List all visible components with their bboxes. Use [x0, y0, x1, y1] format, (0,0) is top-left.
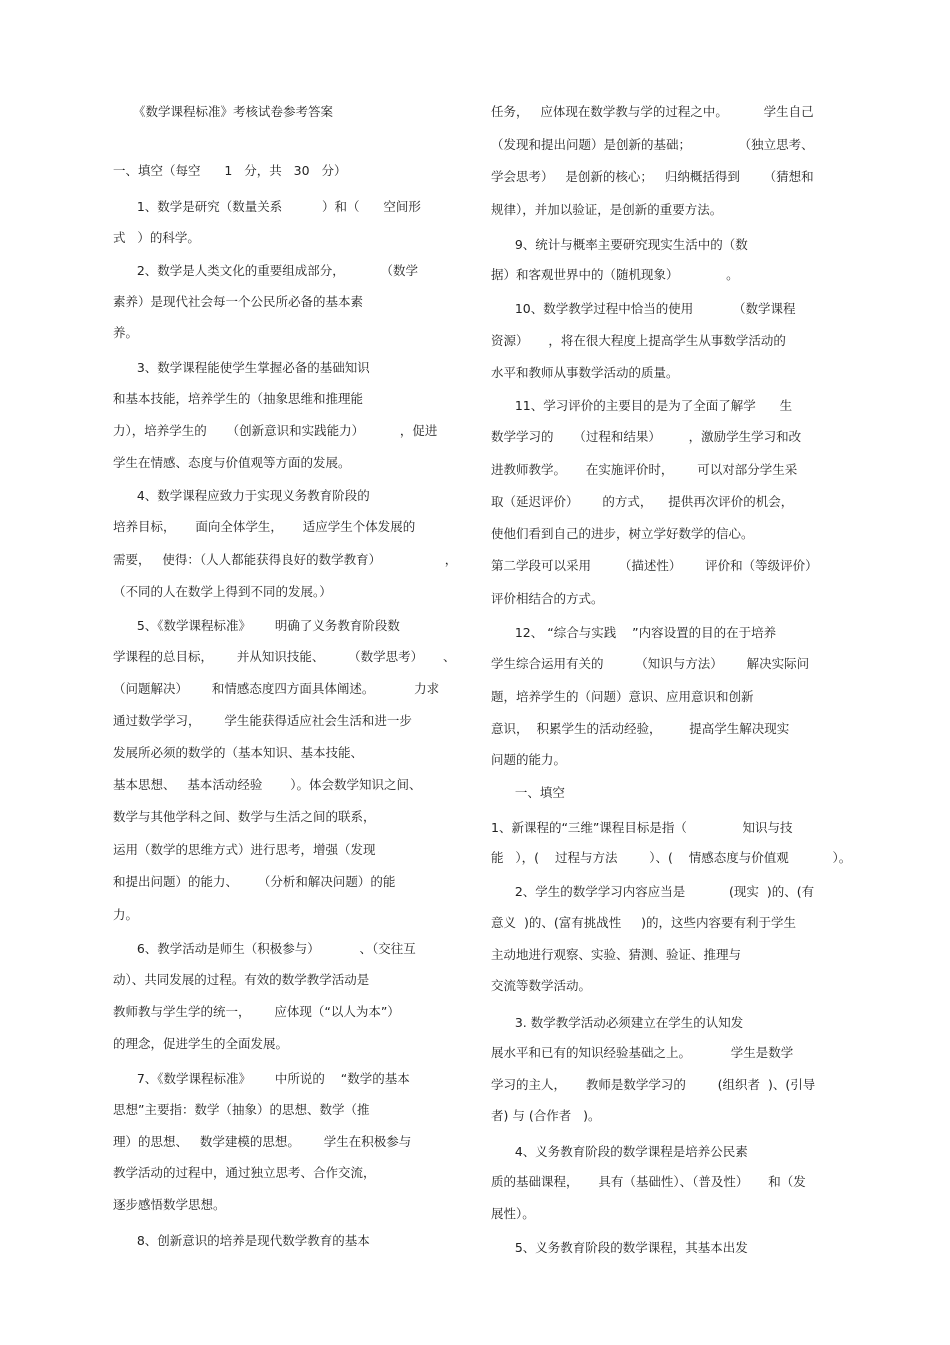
text-line: 教学活动的过程中，通过独立思考、合作交流， [113, 1165, 376, 1180]
text-line: 的理念，促进学生的全面发展。 [113, 1036, 289, 1051]
text-line: 进教师教学。 在实施评价时， 可以对部分学生采 [491, 462, 798, 477]
text-line: 1、数学是研究（数量关系 ）和（ 空间形 [113, 199, 421, 214]
text-line: 数学与其他学科之间、数学与生活之间的联系， [113, 809, 376, 824]
text-line: 任务， 应体现在数学教与学的过程之中。 学生自己 [491, 104, 814, 119]
text-line: 10、数学教学过程中恰当的使用 （数学课程 [491, 301, 796, 316]
text-line: 资源） ，将在很大程度上提高学生从事数学活动的 [491, 333, 786, 348]
text-line: 意识， 积累学生的活动经验， 提高学生解决现实 [491, 721, 790, 736]
text-line: 发展所必须的数学的（基本知识、基本技能、 [113, 745, 364, 760]
text-line: 动）、共同发展的过程。有效的数学教学活动是 [113, 972, 370, 987]
text-line: 4、数学课程应致力于实现义务教育阶段的 [113, 488, 370, 503]
text-line: 素养）是现代社会每一个公民所必备的基本素 [113, 294, 364, 309]
text-line: 能 ），( 过程与方法 ）、( 情感态度与价值观 ）。 [491, 850, 852, 865]
text-line: 展水平和已有的知识经验基础之上。 学生是数学 [491, 1045, 794, 1060]
text-line: 和提出问题）的能力、 （分析和解决问题）的能 [113, 874, 396, 889]
text-line: 2、学生的数学学习内容应当是 (现实 )的、(有 [491, 884, 815, 899]
text-line: 数学学习的 （过程和结果） ，激励学生学习和改 [491, 429, 802, 444]
text-line: 12、 “综合与实践 ”内容设置的目的在于培养 [491, 625, 777, 640]
text-line: 养。 [113, 325, 139, 340]
text-line: 学会思考） 是创新的核心； 归纳概括得到 （猜想和 [491, 169, 814, 184]
text-line: 理）的思想、 数学建模的思想。 学生在积极参与 [113, 1134, 412, 1149]
text-line: 学课程的总目标， 并从知识技能、 （数学思考） 、 [113, 649, 456, 664]
text-line: 学生在情感、态度与价值观等方面的发展。 [113, 455, 351, 470]
text-line: 者) 与 (合作者 )。 [491, 1108, 601, 1123]
text-line: 水平和教师从事数学活动的质量。 [491, 365, 679, 380]
text-line: 需要， 使得：（人人都能获得良好的数学教育） ， [113, 552, 458, 567]
text-line: 力），培养学生的 （创新意识和实践能力） ，促进 [113, 423, 438, 438]
text-line: 5、义务教育阶段的数学课程，其基本出发 [491, 1240, 748, 1255]
text-line: 4、义务教育阶段的数学课程是培养公民素 [491, 1144, 748, 1159]
text-line: 3、数学课程能使学生掌握必备的基础知识 [113, 360, 370, 375]
section-heading: 一、填空（每空 1 分，共 30 分） [113, 163, 347, 178]
text-line: （问题解决） 和情感态度四方面具体阐述。 力求 [113, 681, 440, 696]
text-line: 教师教与学生学的统一， 应体现（“以人为本”） [113, 1004, 400, 1019]
text-line: 9、统计与概率主要研究现实生活中的（数 [491, 237, 748, 252]
text-line: 基本思想、 基本活动经验 ）。体会数学知识之间、 [113, 777, 422, 792]
text-line: 1、新课程的“三维”课程目标是指（ 知识与技 [491, 820, 793, 835]
text-line: 交流等数学活动。 [491, 978, 592, 993]
text-line: 问题的能力。 [491, 752, 567, 767]
text-line: 和基本技能，培养学生的（抽象思维和推理能 [113, 391, 364, 406]
text-line: 规律），并加以验证，是创新的重要方法。 [491, 202, 723, 217]
text-line: 3. 数学教学活动必须建立在学生的认知发 [491, 1015, 744, 1030]
text-line: 学生综合运用有关的 （知识与方法） 解决实际问 [491, 656, 810, 671]
text-line: 主动地进行观察、实验、猜测、验证、推理与 [491, 947, 742, 962]
text-line: 运用（数学的思维方式）进行思考，增强（发现 [113, 842, 376, 857]
text-line: 11、学习评价的主要目的是为了全面了解学 生 [491, 398, 793, 413]
text-line: 评价相结合的方式。 [491, 591, 604, 606]
text-line: 第二学段可以采用 （描述性） 评价和（等级评价） [491, 558, 818, 573]
text-line: 学习的主人， 教师是数学学习的 (组织者 )、(引导 [491, 1077, 816, 1092]
document-title: 《数学课程标准》考核试卷参考答案 [133, 104, 334, 119]
text-line: 2、数学是人类文化的重要组成部分， （数学 [113, 263, 419, 278]
text-line: 逐步感悟数学思想。 [113, 1197, 226, 1212]
text-line: 题，培养学生的（问题）意识、应用意识和创新 [491, 689, 754, 704]
text-line: 6、教学活动是师生（积极参与） 、（交往互 [113, 941, 416, 956]
text-line: （发现和提出问题）是创新的基础； （独立思考、 [491, 137, 814, 152]
text-line: 培养目标， 面向全体学生， 适应学生个体发展的 [113, 519, 416, 534]
text-line: 通过数学学习， 学生能获得适应社会生活和进一步 [113, 713, 412, 728]
section-heading: 一、填空 [491, 785, 565, 800]
text-line: 力。 [113, 907, 139, 922]
text-line: 5、《数学课程标准》 明确了义务教育阶段数 [113, 618, 400, 633]
text-line: 展性）。 [491, 1206, 535, 1221]
text-line: 使他们看到自己的进步，树立学好数学的信心。 [491, 526, 754, 541]
text-line: 据）和客观世界中的（随机现象） 。 [491, 267, 739, 282]
text-line: 意义 )的、(富有挑战性 )的，这些内容要有利于学生 [491, 915, 796, 930]
text-line: 7、《数学课程标准》 中所说的 “数学的基本 [113, 1071, 410, 1086]
text-line: 思想”主要指：数学（抽象）的思想、数学（推 [113, 1102, 370, 1117]
text-line: （不同的人在数学上得到不同的发展。） [113, 584, 332, 599]
text-line: 式 ）的科学。 [113, 230, 200, 245]
text-line: 8、创新意识的培养是现代数学教育的基本 [113, 1233, 370, 1248]
text-line: 取（延迟评价） 的方式， 提供再次评价的机会， [491, 494, 794, 509]
text-line: 质的基础课程， 具有（基础性）、（普及性） 和（发 [491, 1174, 806, 1189]
